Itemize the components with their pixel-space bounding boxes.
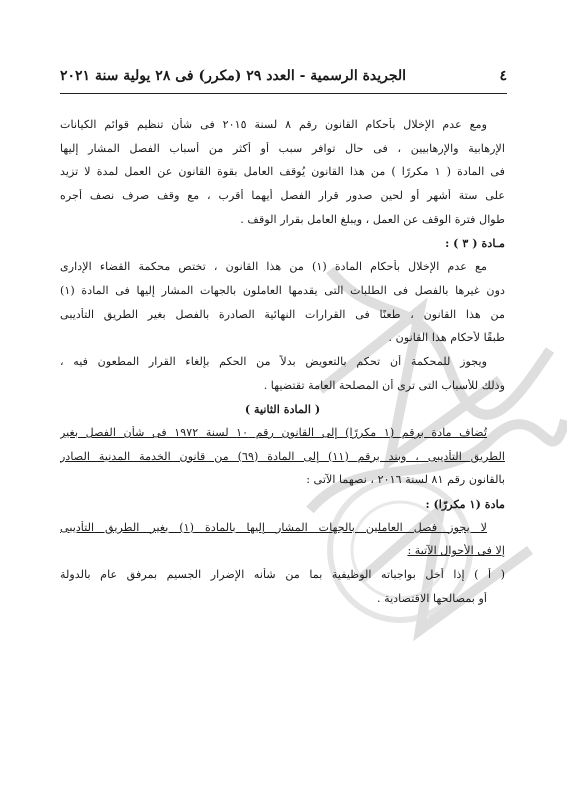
document-body (60, 118, 505, 615)
text-line: دون غيرها بالفصل فى الطلبات التى يقدمها العاملون بالجهات المشار إليها فى المادة (١) (60, 283, 505, 297)
text-line: فى المادة ( ١ مكررًا ) من هذا القانون يُوقف العامل بقوة القانون عن العمل لمدة لا تزيد (60, 165, 505, 179)
text-line: ومع عدم الإخلال بأحكام القانون رقم ٨ لسنة ٢٠١٥ فى شأن تنظيم قوائم الكيانات (60, 118, 487, 131)
header-divider (60, 93, 507, 94)
text-line: مع عدم الإخلال بأحكام المادة (١) من هذا القانون ، تختص محكمة القضاء الإدارى (60, 260, 487, 274)
text-line: تُضاف مادة برقم (١ مكررًا) إلى القانون رقم ١٠ لسنة ١٩٧٢ فى شأن الفصل بغير (60, 425, 487, 439)
text-line: ( أ ) إذا أخل بواجباته الوظيفية بما من شأنه الإضرار الجسيم بمرفق عام بالدولة (60, 568, 505, 582)
text-line: الطريق التأديبى ، وبند برقم (١١) إلى المادة (٦٩) من قانون الخدمة المدنية الصادر (60, 449, 505, 463)
gazette-title: الجريدة الرسمية - العدد ٢٩ (مكرر) فى ٢٨ يولية سنة ٢٠٢١ (60, 68, 407, 84)
text-line: الإرهابية والإرهابيين ، فى حال توافر سبب أو أكثر من أسباب الفصل المشار إليها (60, 141, 505, 155)
article-2-heading: ( المادة الثانية ) (244, 402, 321, 417)
article-1bis-heading: مادة (١ مكررًا) : (425, 497, 505, 511)
page-number: ٤ (499, 68, 507, 84)
text-line: طوال فترة الوقف عن العمل ، ويبلغ العامل بقرار الوقف . (240, 212, 505, 226)
text-line: أو بمصالحها الاقتصادية . (376, 591, 487, 605)
text-line: وذلك للأسباب التى ترى أن المصلحة العامة تقتضيها . (263, 378, 505, 392)
text-line: على ستة أشهر أو لحين صدور قرار الفصل أيهما أقرب ، مع وقف صرف نصف أجره (60, 189, 505, 203)
text-line: من هذا القانون ، طعنًا فى القرارات النهائية الصادرة بالفصل بغير الطريق التأديبى (60, 307, 505, 321)
article-3-heading: مـادة ( ٣ ) : (445, 236, 505, 251)
text-line: ويجوز للمحكمة أن تحكم بالتعويض بدلاً من الحكم بإلغاء القرار المطعون فيه ، (60, 354, 487, 368)
text-line: إلا فى الأحوال الآتية : (407, 544, 505, 558)
text-line: طبقًا لأحكام هذا القانون . (388, 331, 505, 345)
text-line: بالقانون رقم ٨١ لسنة ٢٠١٦ ، نصهما الآتى : (306, 473, 505, 487)
page-header (60, 62, 507, 90)
text-line: لا يجوز فصل العاملين بالجهات المشار إليها بالمادة (١) بغير الطريق التأديبى (60, 520, 487, 534)
